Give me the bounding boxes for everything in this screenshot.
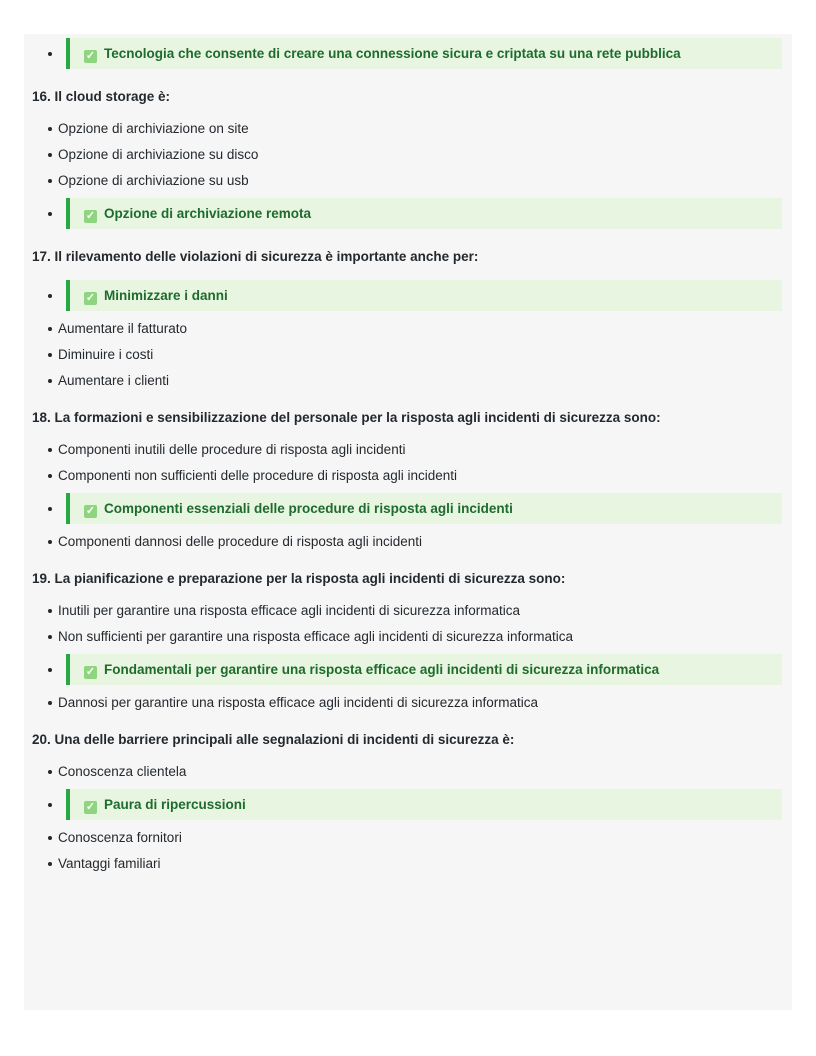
option-label: Paura di ripercussioni [104,797,246,812]
quiz-page [24,34,792,1010]
correct-answer-box [66,280,782,311]
check-icon: ✓ [85,292,96,304]
option-item: Non sufficienti per garantire una risposta efficace agli incidenti di sicurezza informatica [46,628,782,646]
options-list [46,120,782,229]
questions-container [32,89,782,873]
question-title: 19. La pianificazione e preparazione per la risposta agli incidenti di sicurezza sono: [32,571,566,586]
option-label: Opzione di archiviazione remota [104,206,312,221]
correct-option [46,493,782,524]
question-title: 20. Una delle barriere principali alle segnalazioni di incidenti di sicurezza è: [32,732,515,747]
option-label: Minimizzare i danni [104,288,228,303]
check-icon: ✓ [85,210,96,222]
options-list [46,280,782,390]
correct-answer-box [66,789,782,820]
option-item: Aumentare il fatturato [46,320,782,338]
option-label: Tecnologia che consente di creare una connessione sicura e criptata su una rete pubblica [104,46,681,61]
check-icon: ✓ [85,801,96,813]
option-item: Dannosi per garantire una risposta efficace agli incidenti di sicurezza informatica [46,694,782,712]
option-item: Conoscenza fornitori [46,829,782,847]
option-item: Componenti non sufficienti delle procedure di risposta agli incidenti [46,467,782,485]
option-item: Diminuire i costi [46,346,782,364]
options-list [46,602,782,712]
question-title: 17. Il rilevamento delle violazioni di sicurezza è importante anche per: [32,249,479,264]
options-list [46,763,782,873]
question-title: 16. Il cloud storage è: [32,89,171,104]
option-label: Componenti essenziali delle procedure di risposta agli incidenti [104,501,513,516]
correct-answer-box [66,198,782,229]
option-item: Inutili per garantire una risposta efficace agli incidenti di sicurezza informatica [46,602,782,620]
option-item: Vantaggi familiari [46,855,782,873]
question-title: 18. La formazioni e sensibilizzazione del personale per la risposta agli incidenti di sicurezza sono: [32,410,661,425]
previous-question-options [46,38,782,69]
option-item: Componenti inutili delle procedure di risposta agli incidenti [46,441,782,459]
correct-option [46,280,782,311]
correct-option [46,789,782,820]
correct-option [46,198,782,229]
option-item: Aumentare i clienti [46,372,782,390]
option-item: Opzione di archiviazione su disco [46,146,782,164]
correct-option [46,654,782,685]
option-item: Componenti dannosi delle procedure di risposta agli incidenti [46,533,782,551]
check-icon: ✓ [85,666,96,678]
option-item: Opzione di archiviazione on site [46,120,782,138]
correct-answer-box [66,38,782,69]
check-icon: ✓ [85,50,96,62]
option-label: Fondamentali per garantire una risposta efficace agli incidenti di sicurezza informatica [104,662,660,677]
correct-answer-box [66,493,782,524]
options-list [46,441,782,551]
correct-option [46,38,782,69]
option-item: Conoscenza clientela [46,763,782,781]
correct-answer-box [66,654,782,685]
check-icon: ✓ [85,505,96,517]
option-item: Opzione di archiviazione su usb [46,172,782,190]
